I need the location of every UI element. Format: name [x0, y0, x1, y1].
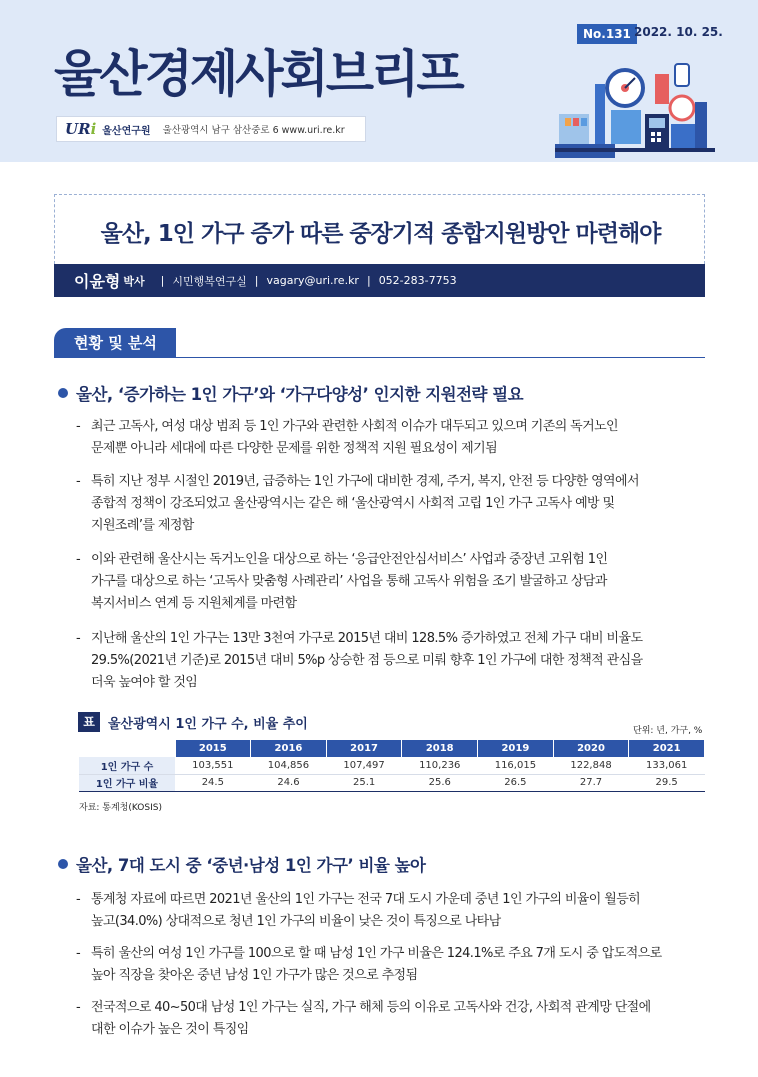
table-column-header: 2019 [478, 740, 554, 757]
table-cell: 25.1 [326, 774, 402, 791]
table-cell: 24.6 [251, 774, 327, 791]
separator: | [366, 274, 371, 287]
paragraph-line: 29.5%(2021년 기준)로 2015년 대비 5%p 상승한 점 등으로 미뤄 향후 1인 가구에 대한 정책적 관심을 [91, 653, 643, 668]
issue-date: 2022. 10. 25. [634, 25, 723, 39]
table-corner-cell [79, 740, 175, 757]
table-column-header: 2015 [175, 740, 251, 757]
headline-box [54, 194, 705, 264]
author-email[interactable]: vagary@uri.re.kr [266, 274, 359, 287]
table-cell: 116,015 [478, 757, 554, 774]
dash-marker: - [76, 552, 81, 567]
dash-marker: - [76, 946, 81, 961]
paragraph-line: 높아 직장을 찾아온 중년 남성 1인 가구가 많은 것으로 추정됨 [91, 968, 418, 983]
author-title: 박사 [123, 274, 145, 288]
table-cell: 26.5 [478, 774, 554, 791]
author-name: 이윤형 [74, 272, 121, 291]
bullet-dot-icon [58, 859, 68, 869]
dash-marker: - [76, 1000, 81, 1015]
paragraph [76, 997, 708, 1041]
article-headline: 울산, 1인 가구 증가 따른 중장기적 종합지원방안 마련해야 [100, 221, 661, 247]
paragraph-line: 종합적 정책이 강조되었고 울산광역시는 같은 해 ‘울산광역시 사회적 고립 1인 가구 고독사 예방 및 [91, 496, 615, 511]
economy-illustration-icon [555, 44, 715, 162]
dash-marker: - [76, 892, 81, 907]
table-title-text: 울산광역시 1인 가구 수, 비율 추이 [108, 716, 308, 732]
table-header-row [79, 740, 705, 757]
paragraph-line: 이와 관련해 울산시는 독거노인을 대상으로 하는 ‘응급안전안심서비스’ 사업과 중장년 고위험 1인 [91, 552, 608, 567]
dash-marker: - [76, 631, 81, 646]
separator: | [160, 274, 165, 287]
author-bar [54, 264, 705, 297]
table-column-header: 2018 [402, 740, 478, 757]
author-department: 시민행복연구실 [172, 274, 247, 288]
table-column-header: 2017 [326, 740, 402, 757]
paragraph-line: 가구를 대상으로 하는 ‘고독사 맞춤형 사례관리’ 사업을 통해 고독사 위험을 조기 발굴하고 상담과 [91, 574, 607, 589]
table-column-header: 2016 [251, 740, 327, 757]
table-badge: 표 [78, 712, 100, 732]
table-cell: 104,856 [251, 757, 327, 774]
table-title [78, 712, 308, 732]
sub-heading-text: 울산, ‘증가하는 1인 가구’와 ‘가구다양성’ 인지한 지원전략 필요 [76, 385, 524, 404]
table-cell: 27.7 [553, 774, 629, 791]
paragraph-line: 지원조례’를 제정함 [91, 518, 194, 533]
paragraph-line: 복지서비스 연계 등 지원체계를 마련함 [91, 596, 297, 611]
dash-marker: - [76, 419, 81, 434]
table-row [79, 757, 705, 774]
paragraph-line: 통계청 자료에 따르면 2021년 울산의 1인 가구는 전국 7대 도시 가운데 중년 1인 가구의 비율이 월등히 [91, 892, 641, 907]
separator: | [254, 274, 259, 287]
section-divider [54, 357, 705, 358]
org-logo [65, 120, 96, 138]
paragraph-line: 전국적으로 40~50대 남성 1인 가구는 실직, 가구 해체 등의 이유로 고독사와 건강, 사회적 관계망 단절에 [91, 1000, 651, 1015]
paragraph-line: 대한 이슈가 높은 것이 특징임 [91, 1022, 249, 1037]
author-phone: 052-283-7753 [378, 274, 457, 287]
sub-heading-text: 울산, 7대 도시 중 ‘중년·남성 1인 가구’ 비율 높아 [76, 856, 426, 875]
row-label: 1인 가구 비율 [79, 774, 175, 791]
table-column-header: 2020 [553, 740, 629, 757]
organization-bar [56, 116, 366, 142]
table-source: 자료: 통계청(KOSIS) [79, 803, 162, 813]
paragraph [76, 471, 708, 537]
table-cell: 24.5 [175, 774, 251, 791]
sub-heading-2 [58, 852, 425, 876]
paragraph [76, 416, 708, 460]
table-cell: 122,848 [553, 757, 629, 774]
paragraph [76, 889, 708, 933]
table-cell: 103,551 [175, 757, 251, 774]
paragraph-line: 지난해 울산의 1인 가구는 13만 3천여 가구로 2015년 대비 128.5% 증가하였고 전체 가구 대비 비율도 [91, 631, 643, 646]
org-address: 울산광역시 남구 삼산중로 6 www.uri.re.kr [162, 125, 345, 136]
issue-number-badge: No.131 [577, 24, 637, 44]
table-row [79, 774, 705, 791]
paragraph [76, 943, 708, 987]
header-banner [0, 0, 758, 162]
paragraph-line: 더욱 높여야 할 것임 [91, 675, 198, 690]
org-name: 울산연구원 [102, 125, 151, 137]
paragraph-line: 문제뿐 아니라 세대에 따른 다양한 문제를 위한 정책적 지원 필요성이 제기됨 [91, 441, 498, 456]
table-cell: 29.5 [629, 774, 705, 791]
household-table [79, 740, 705, 792]
sub-heading-1 [58, 381, 523, 405]
paragraph [76, 628, 708, 694]
section-tab: 현황 및 분석 [54, 328, 176, 358]
table-cell: 133,061 [629, 757, 705, 774]
org-logo-text: URi [65, 120, 97, 138]
bullet-dot-icon [58, 388, 68, 398]
table-column-header: 2021 [629, 740, 705, 757]
publication-title: 울산경제사회브리프 [54, 45, 462, 103]
paragraph-line: 특히 울산의 여성 1인 가구를 100으로 할 때 남성 1인 가구 비율은 124.1%로 주요 7개 도시 중 압도적으로 [91, 946, 662, 961]
paragraph-line: 높고(34.0%) 상대적으로 청년 1인 가구의 비율이 낮은 것이 특징으로 나타남 [91, 914, 501, 929]
row-label: 1인 가구 수 [79, 757, 175, 774]
table-cell: 110,236 [402, 757, 478, 774]
table-cell: 25.6 [402, 774, 478, 791]
paragraph-line: 특히 지난 정부 시절인 2019년, 급증하는 1인 가구에 대비한 경제, 주거, 복지, 안전 등 다양한 영역에서 [91, 474, 639, 489]
table-cell: 107,497 [326, 757, 402, 774]
table-unit: 단위: 년, 가구, % [633, 726, 703, 736]
paragraph [76, 549, 708, 615]
dash-marker: - [76, 474, 81, 489]
paragraph-line: 최근 고독사, 여성 대상 범죄 등 1인 가구와 관련한 사회적 이슈가 대두되고 있으며 기존의 독거노인 [91, 419, 619, 434]
